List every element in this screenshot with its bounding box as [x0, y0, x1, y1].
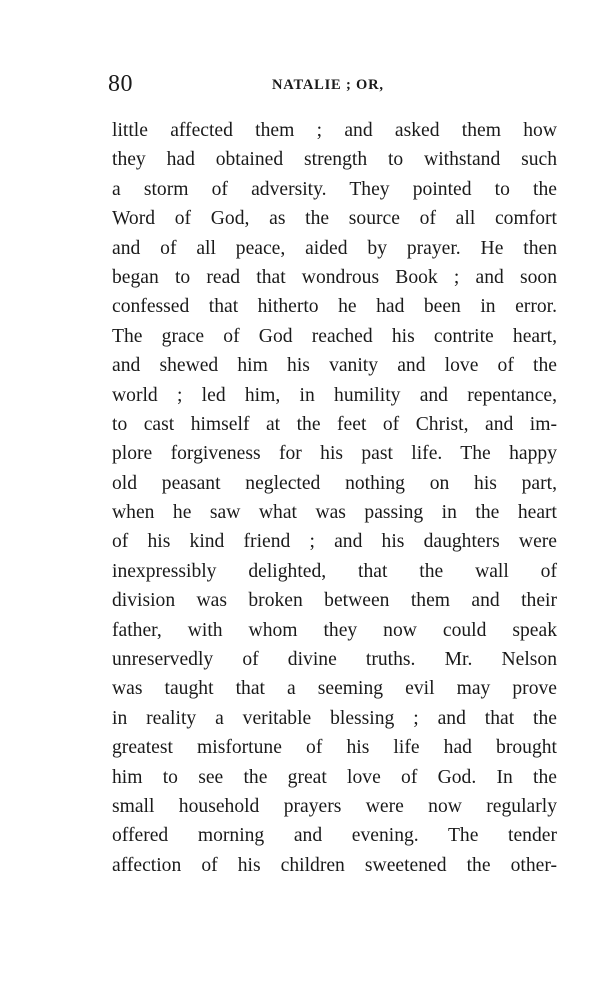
- text-line: they had obtained strength to withstand such: [112, 149, 557, 171]
- text-line: affection of his children sweetened the other-: [112, 854, 557, 876]
- text-line: old peasant neglected nothing on his part,: [112, 472, 557, 494]
- text-line: father, with whom they now could speak: [112, 619, 557, 641]
- page-number: 80: [108, 71, 133, 97]
- text-line: world ; led him, in humility and repentance,: [112, 384, 557, 406]
- text-line: Word of God, as the source of all comfort: [112, 208, 557, 230]
- text-line: when he saw what was passing in the heart: [112, 502, 557, 524]
- text-line: unreservedly of divine truths. Mr. Nelson: [112, 649, 557, 671]
- text-line: and shewed him his vanity and love of the: [112, 355, 557, 377]
- text-line: and of all peace, aided by prayer. He then: [112, 237, 557, 259]
- text-line: confessed that hitherto he had been in error.: [112, 296, 557, 318]
- text-line: him to see the great love of God. In the: [112, 766, 557, 788]
- text-line: inexpressibly delighted, that the wall of: [112, 560, 557, 582]
- text-line: little affected them ; and asked them how: [112, 120, 557, 141]
- text-line: in reality a veritable blessing ; and that the: [112, 707, 557, 729]
- text-line: began to read that wondrous Book ; and soon: [112, 266, 557, 288]
- body-text: [112, 116, 557, 880]
- text-line: small household prayers were now regularly: [112, 795, 557, 817]
- text-line: a storm of adversity. They pointed to the: [112, 178, 557, 200]
- text-line: to cast himself at the feet of Christ, and im-: [112, 413, 557, 435]
- text-line: was taught that a seeming evil may prove: [112, 678, 557, 700]
- text-line: division was broken between them and their: [112, 590, 557, 612]
- text-line: greatest misfortune of his life had brought: [112, 737, 557, 759]
- text-line: The grace of God reached his contrite heart,: [112, 325, 557, 347]
- text-line: offered morning and evening. The tender: [112, 825, 557, 847]
- text-line: of his kind friend ; and his daughters were: [112, 531, 557, 553]
- text-line: plore forgiveness for his past life. The happy: [112, 443, 557, 465]
- running-head: NATALIE ; OR,: [272, 77, 384, 93]
